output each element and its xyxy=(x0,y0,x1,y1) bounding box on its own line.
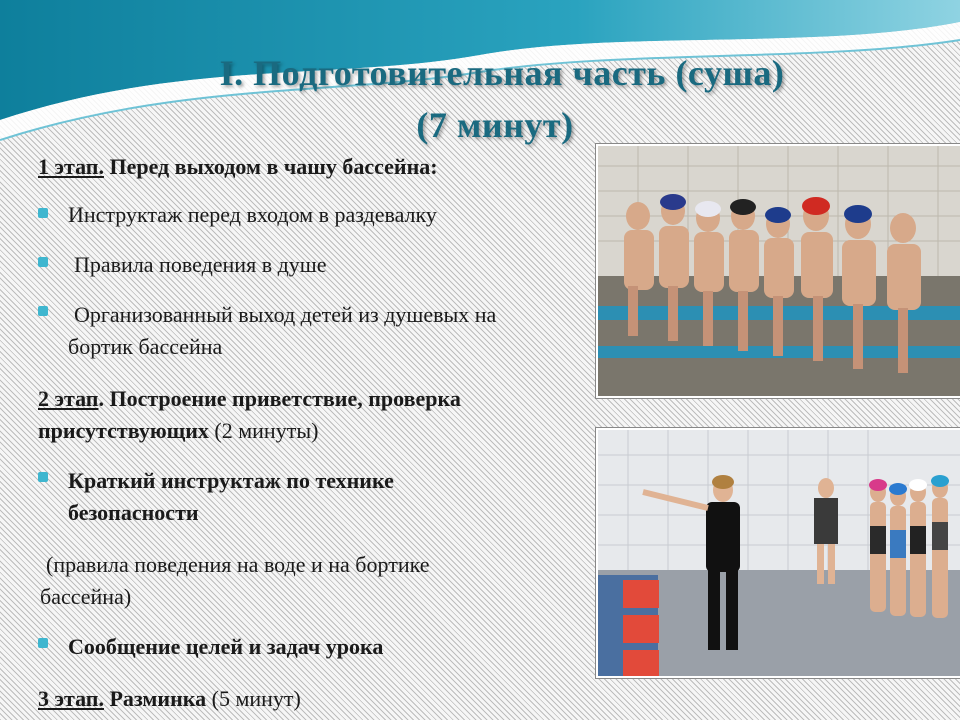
stage2-heading xyxy=(38,386,461,412)
stage1-item-2: Правила поведения в душе xyxy=(74,252,327,277)
slide-title-line1: I. Подготовительная часть (суша) xyxy=(219,53,785,93)
stage3-label: 3 этап. xyxy=(38,686,104,711)
bullet-icon xyxy=(38,472,48,482)
stage2-item-1-cont: безопасности xyxy=(68,500,199,525)
stage1-text: Перед выходом в чашу бассейна: xyxy=(103,154,438,179)
stage2-heading-cont xyxy=(38,418,318,444)
stage1-heading xyxy=(38,154,438,180)
stage1-label: 1 этап. xyxy=(38,154,104,179)
stage3-duration: (5 минут) xyxy=(206,686,301,711)
bullet-icon xyxy=(38,306,48,316)
stage2-note: (правила поведения на воде и на бортике xyxy=(46,552,430,577)
stage2-note-cont: бассейна) xyxy=(40,584,132,609)
bullet-icon xyxy=(38,257,48,267)
stage2-text: . Построение приветствие, проверка xyxy=(98,386,461,411)
slide-title-line2: (7 минут) xyxy=(416,105,574,145)
bullet-icon xyxy=(38,638,48,648)
stage3-heading xyxy=(38,686,301,712)
bullet-icon xyxy=(38,208,48,218)
photo-children-on-benches xyxy=(596,144,960,398)
stage2-item-2: Сообщение целей и задач урока xyxy=(68,634,384,659)
stage1-item-3-cont: бортик бассейна xyxy=(68,334,223,359)
photo-coach-with-children xyxy=(596,428,960,678)
stage2-label: 2 этап xyxy=(38,386,99,411)
stage1-item-3: Организованный выход детей из душевых на xyxy=(74,302,497,327)
stage2-duration: (2 минуты) xyxy=(208,418,319,443)
stage2-text2: присутствующих xyxy=(38,418,209,443)
stage2-item-1: Краткий инструктаж по технике xyxy=(68,468,394,493)
stage3-text: Разминка xyxy=(103,686,207,711)
stage1-item-1: Инструктаж перед входом в раздевалку xyxy=(68,202,437,227)
